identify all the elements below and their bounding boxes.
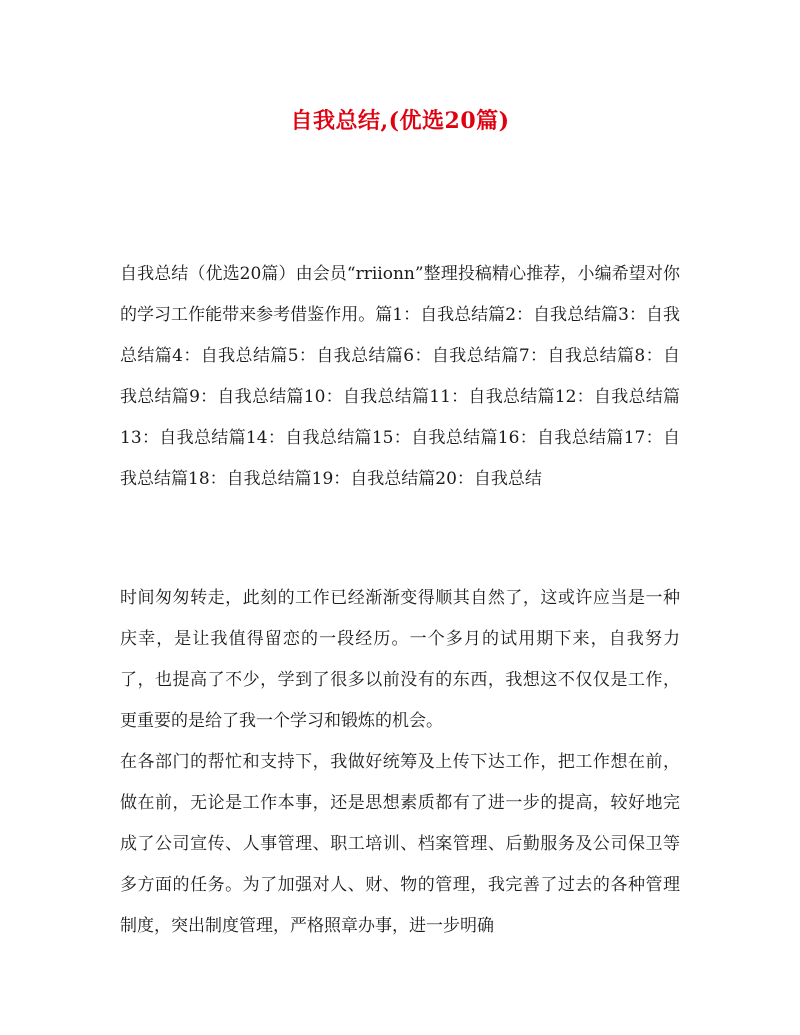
intro-paragraph: 自我总结（优选20篇）由会员“rriionn”整理投稿精心推荐，小编希望对你的学习工作能带来参考借鉴作用。篇1：自我总结篇2：自我总结篇3：自我总结篇4：自我总结篇5：自我总结篇6：自我总结篇7：自我总结篇8：自我总结篇9：自我总结篇10：自我总结篇11：自我总结篇12：自我总结篇13：自我总结篇14：自我总结篇15：自我总结篇16：自我总结篇17：自我总结篇18：自我总结篇19：自我总结篇20：自我总结 — [120, 264, 680, 489]
body-paragraph: 在各部门的帮忙和支持下，我做好统筹及上传下达工作，把工作想在前，做在前，无论是工作本事，还是思想素质都有了进一步的提高，较好地完成了公司宣传、人事管理、职工培训、档案管理、后勤服务及公司保卫等多方面的任务。为了加强对人、财、物的管理，我完善了过去的各种管理制度，突出制度管理，严格照章办事，进一步明确 — [120, 752, 680, 936]
body-paragraph: 时间匆匆转走，此刻的工作已经渐渐变得顺其自然了，这或许应当是一种庆幸，是让我值得留恋的一段经历。一个多月的试用期下来，自我努力了，也提高了不少，学到了很多以前没有的东西，我想这不仅仅是工作，更重要的是给了我一个学习和锻炼的机会。 — [120, 588, 680, 731]
document-title: 自我总结,(优选20篇) — [290, 108, 510, 134]
